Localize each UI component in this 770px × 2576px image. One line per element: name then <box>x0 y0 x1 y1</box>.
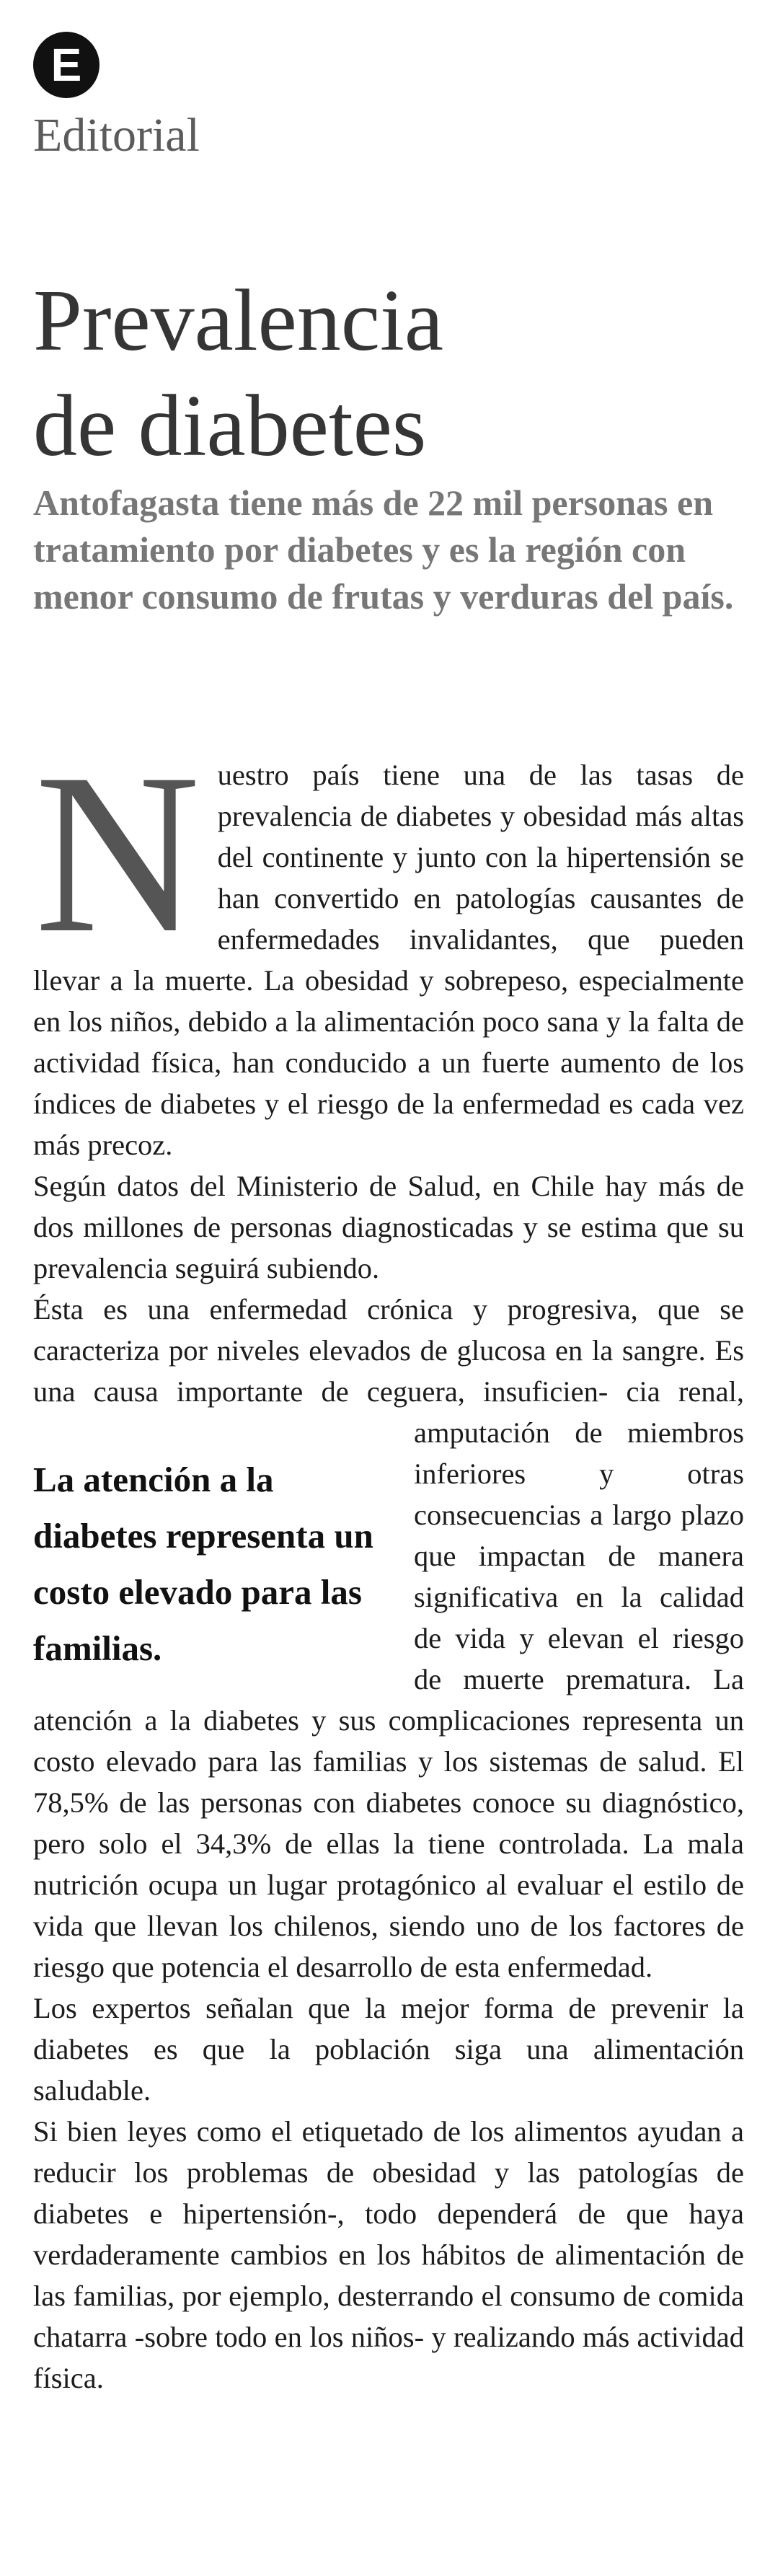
section-badge-icon <box>33 32 99 98</box>
section-badge-letter: E <box>50 39 82 91</box>
paragraph-3-text-start: Ésta es una enfermedad crónica y progresiva, que se caracteriza por niveles elevados de glucosa en la sangre. Es una causa importante de ceguera, insuficien- <box>33 1293 744 1408</box>
paragraph-4: Los expertos señalan que la mejor forma de prevenir la diabetes es que la población siga una alimentación saludable. <box>33 1992 744 2107</box>
pull-quote: La atención a la diabetes representa un costo elevado para las familias. <box>33 1460 373 1668</box>
headline <box>33 268 740 479</box>
article-body <box>33 726 744 2399</box>
drop-cap: N <box>35 726 200 980</box>
headline-line-1: Prevalencia <box>33 272 444 369</box>
paragraph-3-text-end: cia renal, amputación de miembros inferiores y otras consecuencias a largo plazo que impactan de manera significativa en la calidad de vida y elevan el riesgo de muerte prematura. La atención a la diabetes y sus complicaciones representa un costo elevado para las familias y los sistemas de salud. El 78,5% de las personas con diabetes conoce su diagnóstico, pero solo el 34,3% de ellas la tiene controlada. La mala nutrición ocupa un lugar protagónico al evaluar el estilo de vida que llevan los chilenos, siendo uno de los factores de riesgo que potencia el desarrollo de esta enfermedad. <box>33 1375 744 1983</box>
headline-line-2: de diabetes <box>33 377 427 475</box>
paragraph-5: Si bien leyes como el etiquetado de los alimentos ayudan a reducir los problemas de obesidad y las patologías de diabetes e hipertensión-, todo dependerá de que haya verdaderamente cambios en los hábitos de alimentación de las familias, por ejemplo, desterrando el consumo de comida chatarra -sobre todo en los niños- y realizando más actividad física. <box>33 2115 744 2394</box>
paragraph-1-text: uestro país tiene una de las tasas de prevalencia de diabetes y obesidad más altas del continente y junto con la hipertensión se han convertido en patologías causantes de enfermedades invalidantes, que pueden llevar a la muerte. La obesidad y sobrepeso, especialmente en los niños, debido a la alimentación poco sana y la falta de actividad física, han conducido a un fuerte aumento de los índices de diabetes y el riesgo de la enfermedad es cada vez más precoz. <box>33 759 744 1161</box>
paragraph-1 <box>33 726 744 1165</box>
paragraph-3 <box>33 1289 744 1988</box>
deck-subtitle: Antofagasta tiene más de 22 mil personas en tratamiento por diabetes y es la región con menor consumo de frutas y verduras del país. <box>33 482 734 617</box>
section-label: Editorial <box>33 109 200 162</box>
paragraph-2: Según datos del Ministerio de Salud, en Chile hay más de dos millones de personas diagnosticadas y se estima que su prevalencia seguirá subiendo. <box>33 1170 744 1284</box>
